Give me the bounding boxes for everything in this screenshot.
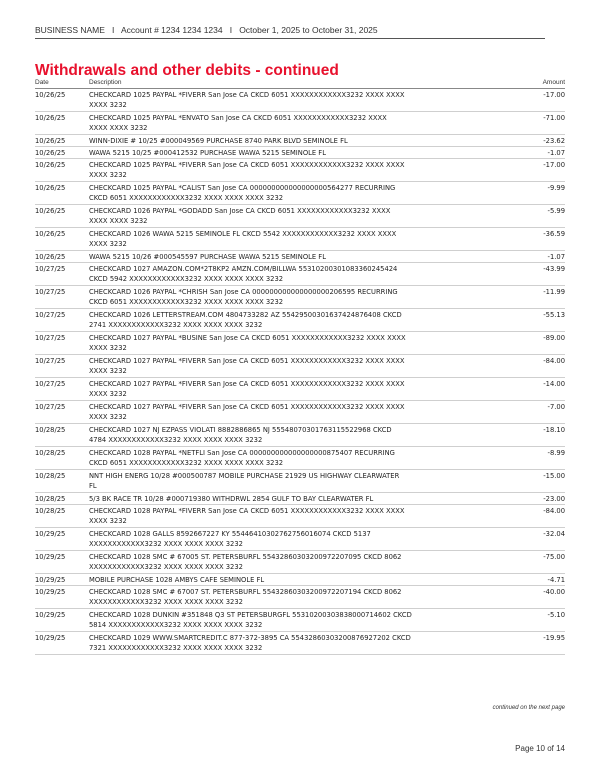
- transaction-amount: -1.07: [547, 253, 565, 261]
- transaction-date: 10/27/25: [35, 334, 66, 342]
- description-line: XXXX 3232: [89, 101, 127, 109]
- transaction-description: [89, 135, 485, 146]
- description-line: 2741 XXXXXXXXXXXX3232 XXXX XXXX XXXX 3232: [89, 321, 263, 329]
- account-number: Account # 1234 1234 1234: [121, 25, 223, 35]
- description-line: WAWA 5215 10/25 #000412532 PURCHASE WAWA 5215 SEMINOLE FL: [89, 149, 326, 157]
- transactions-table: [35, 88, 565, 655]
- transaction-amount: -55.13: [543, 311, 565, 319]
- transaction-description: [89, 493, 485, 504]
- table-row: [35, 205, 565, 228]
- table-row: [35, 551, 565, 574]
- transaction-amount: -40.00: [543, 588, 565, 596]
- transaction-date: 10/26/25: [35, 114, 66, 122]
- transaction-description: [89, 378, 485, 400]
- description-line: FL: [89, 482, 97, 490]
- table-row: [35, 355, 565, 378]
- transaction-amount: -23.62: [543, 137, 565, 145]
- description-line: XXXX 3232: [89, 413, 127, 421]
- transaction-description: [89, 228, 485, 250]
- business-name: BUSINESS NAME: [35, 25, 105, 35]
- transaction-date: 10/27/25: [35, 311, 66, 319]
- table-row: [35, 424, 565, 447]
- table-row: [35, 89, 565, 112]
- transaction-description: [89, 89, 485, 111]
- transaction-amount: -84.00: [543, 357, 565, 365]
- header-divider: [35, 38, 545, 39]
- table-row: [35, 505, 565, 528]
- table-row: [35, 251, 565, 263]
- transaction-amount: -17.00: [543, 161, 565, 169]
- description-line: XXXXXXXXXXXX3232 XXXX XXXX XXXX 3232: [89, 598, 243, 606]
- description-line: CHECKCARD 1026 LETTERSTREAM.COM 4804733282 AZ 55429500301637424876408 CKCD: [89, 311, 402, 319]
- transaction-description: [89, 205, 485, 227]
- description-line: CHECKCARD 1028 SMC # 67007 ST. PETERSBURFL 55432860303200972207194 CKCD 8062: [89, 588, 402, 596]
- table-row: [35, 159, 565, 182]
- transaction-description: [89, 401, 485, 423]
- description-line: XXXXXXXXXXXX3232 XXXX XXXX XXXX 3232: [89, 563, 243, 571]
- description-line: CHECKCARD 1028 SMC # 67005 ST. PETERSBURFL 55432860303200972207095 CKCD 8062: [89, 553, 402, 561]
- description-line: 5/3 BK RACE TR 10/28 #000719380 WITHDRWL 2854 GULF TO BAY CLEARWATER FL: [89, 495, 374, 503]
- transaction-description: [89, 632, 485, 654]
- column-header-amount: Amount: [542, 79, 565, 86]
- transaction-description: [89, 574, 485, 585]
- transaction-date: 10/26/25: [35, 137, 66, 145]
- transaction-amount: -43.99: [543, 265, 565, 273]
- section-title: Withdrawals and other debits - continued: [35, 62, 339, 79]
- transaction-amount: -8.99: [547, 449, 565, 457]
- transaction-date: 10/28/25: [35, 507, 66, 515]
- description-line: MOBILE PURCHASE 1028 AMBYS CAFE SEMINOLE FL: [89, 576, 265, 584]
- description-line: XXXX 3232: [89, 171, 127, 179]
- description-line: WINN-DIXIE # 10/25 #000049569 PURCHASE 8740 PARK BLVD SEMINOLE FL: [89, 137, 348, 145]
- transaction-description: [89, 182, 485, 204]
- transaction-amount: -5.10: [547, 611, 565, 619]
- table-row: [35, 309, 565, 332]
- transaction-description: [89, 586, 485, 608]
- page-number: Page 10 of 14: [515, 744, 565, 753]
- description-line: CHECKCARD 1027 NJ EZPASS VIOLATI 8882886865 NJ 55548070301763115522968 CKCD: [89, 426, 392, 434]
- description-line: CHECKCARD 1028 GALLS 8592667227 KY 55446410302762756016074 CKCD 5137: [89, 530, 371, 538]
- description-line: NNT HIGH ENERG 10/28 #000500787 MOBILE PURCHASE 21929 US HIGHWAY CLEARWATER: [89, 472, 400, 480]
- header-separator: I: [229, 25, 233, 35]
- transaction-date: 10/28/25: [35, 426, 66, 434]
- table-row: [35, 263, 565, 286]
- description-line: CHECKCARD 1028 PAYPAL *FIVERR San Jose CA CKCD 6051 XXXXXXXXXXXX3232 XXXX XXXX: [89, 507, 405, 515]
- description-line: CKCD 5942 XXXXXXXXXXXX3232 XXXX XXXX XXXX 3232: [89, 275, 284, 283]
- transaction-description: [89, 286, 485, 308]
- description-line: 4784 XXXXXXXXXXXX3232 XXXX XXXX XXXX 3232: [89, 436, 263, 444]
- transaction-date: 10/26/25: [35, 161, 66, 169]
- table-row: [35, 470, 565, 493]
- transaction-amount: -5.99: [547, 207, 565, 215]
- transaction-date: 10/26/25: [35, 207, 66, 215]
- description-line: CKCD 6051 XXXXXXXXXXXX3232 XXXX XXXX XXXX 3232: [89, 194, 284, 202]
- transaction-description: [89, 424, 485, 446]
- description-line: XXXX 3232: [89, 517, 127, 525]
- transaction-date: 10/26/25: [35, 149, 66, 157]
- statement-header: [35, 25, 545, 39]
- transaction-amount: -75.00: [543, 553, 565, 561]
- statement-period: October 1, 2025 to October 31, 2025: [239, 25, 378, 35]
- description-line: WAWA 5215 10/26 #000545597 PURCHASE WAWA 5215 SEMINOLE FL: [89, 253, 326, 261]
- transaction-description: [89, 332, 485, 354]
- transaction-date: 10/26/25: [35, 91, 66, 99]
- description-line: XXXXXXXXXXXX3232 XXXX XXXX XXXX 3232: [89, 540, 243, 548]
- transaction-description: [89, 447, 485, 469]
- description-line: CHECKCARD 1025 PAYPAL *FIVERR San Jose CA CKCD 6051 XXXXXXXXXXXX3232 XXXX XXXX: [89, 91, 405, 99]
- transaction-date: 10/27/25: [35, 380, 66, 388]
- description-line: CHECKCARD 1029 WWW.SMARTCREDIT.C 877-372-3895 CA 55432860303200876927202 CKCD: [89, 634, 411, 642]
- transaction-date: 10/27/25: [35, 403, 66, 411]
- transaction-description: [89, 528, 485, 550]
- description-line: 5814 XXXXXXXXXXXX3232 XXXX XXXX XXXX 3232: [89, 621, 263, 629]
- transaction-amount: -36.59: [543, 230, 565, 238]
- transaction-description: [89, 470, 485, 492]
- description-line: XXXX 3232: [89, 367, 127, 375]
- transaction-date: 10/28/25: [35, 495, 66, 503]
- description-line: CHECKCARD 1027 PAYPAL *FIVERR San Jose CA CKCD 6051 XXXXXXXXXXXX3232 XXXX XXXX: [89, 403, 405, 411]
- transaction-date: 10/29/25: [35, 634, 66, 642]
- transaction-description: [89, 147, 485, 158]
- table-row: [35, 401, 565, 424]
- table-row: [35, 135, 565, 147]
- table-row: [35, 528, 565, 551]
- table-row: [35, 228, 565, 251]
- transaction-amount: -14.00: [543, 380, 565, 388]
- transaction-description: [89, 309, 485, 331]
- transaction-amount: -4.71: [547, 576, 565, 584]
- table-row: [35, 112, 565, 135]
- description-line: CHECKCARD 1025 PAYPAL *FIVERR San Jose CA CKCD 6051 XXXXXXXXXXXX3232 XXXX XXXX: [89, 161, 405, 169]
- header-separator: I: [112, 25, 115, 35]
- transaction-amount: -1.07: [547, 149, 565, 157]
- transaction-description: [89, 505, 485, 527]
- transaction-amount: -23.00: [543, 495, 565, 503]
- transaction-date: 10/27/25: [35, 265, 66, 273]
- transaction-amount: -84.00: [543, 507, 565, 515]
- transaction-date: 10/28/25: [35, 472, 66, 480]
- table-row: [35, 182, 565, 205]
- transaction-description: [89, 609, 485, 631]
- transaction-description: [89, 263, 485, 285]
- transaction-description: [89, 551, 485, 573]
- transaction-description: [89, 251, 485, 262]
- table-row: [35, 574, 565, 586]
- transaction-amount: -17.00: [543, 91, 565, 99]
- table-row: [35, 378, 565, 401]
- table-row: [35, 147, 565, 159]
- description-line: CKCD 6051 XXXXXXXXXXXX3232 XXXX XXXX XXXX 3232: [89, 298, 284, 306]
- description-line: XXXX XXXX 3232: [89, 124, 148, 132]
- transaction-date: 10/26/25: [35, 253, 66, 261]
- transaction-amount: -9.99: [547, 184, 565, 192]
- description-line: XXXX 3232: [89, 344, 127, 352]
- column-header-description: Description: [89, 79, 122, 86]
- transaction-amount: -71.00: [543, 114, 565, 122]
- table-row: [35, 586, 565, 609]
- description-line: CHECKCARD 1027 PAYPAL *FIVERR San Jose CA CKCD 6051 XXXXXXXXXXXX3232 XXXX XXXX: [89, 357, 405, 365]
- table-row: [35, 332, 565, 355]
- transaction-date: 10/29/25: [35, 611, 66, 619]
- description-line: CHECKCARD 1028 DUNKIN #351848 Q3 ST PETERSBURGFL 55310200303838000714602 CKCD: [89, 611, 412, 619]
- description-line: CHECKCARD 1025 PAYPAL *CALIST San Jose CA 000000000000000000564277 RECURRING: [89, 184, 396, 192]
- transaction-amount: -89.00: [543, 334, 565, 342]
- transaction-date: 10/29/25: [35, 530, 66, 538]
- description-line: CHECKCARD 1026 PAYPAL *GODADD San Jose CA CKCD 6051 XXXXXXXXXXXX3232 XXXX: [89, 207, 391, 215]
- transaction-date: 10/29/25: [35, 576, 66, 584]
- table-row: [35, 632, 565, 655]
- transaction-date: 10/27/25: [35, 288, 66, 296]
- transaction-amount: -32.04: [543, 530, 565, 538]
- transaction-date: 10/29/25: [35, 588, 66, 596]
- continued-note: continued on the next page: [492, 705, 565, 711]
- transaction-amount: -19.95: [543, 634, 565, 642]
- description-line: 7321 XXXXXXXXXXXX3232 XXXX XXXX XXXX 3232: [89, 644, 263, 652]
- transaction-description: [89, 355, 485, 377]
- description-line: XXXX 3232: [89, 240, 127, 248]
- transaction-description: [89, 112, 485, 134]
- transaction-amount: -11.99: [543, 288, 565, 296]
- description-line: XXXX 3232: [89, 390, 127, 398]
- description-line: CHECKCARD 1027 PAYPAL *FIVERR San Jose CA CKCD 6051 XXXXXXXXXXXX3232 XXXX XXXX: [89, 380, 405, 388]
- transaction-date: 10/27/25: [35, 357, 66, 365]
- table-row: [35, 447, 565, 470]
- description-line: CKCD 6051 XXXXXXXXXXXX3232 XXXX XXXX XXXX 3232: [89, 459, 284, 467]
- table-row: [35, 609, 565, 632]
- description-line: CHECKCARD 1026 WAWA 5215 SEMINOLE FL CKCD 5542 XXXXXXXXXXXX3232 XXXX XXXX: [89, 230, 397, 238]
- transaction-date: 10/26/25: [35, 230, 66, 238]
- transaction-date: 10/28/25: [35, 449, 66, 457]
- column-header-date: Date: [35, 79, 49, 86]
- description-line: CHECKCARD 1025 PAYPAL *ENVATO San Jose CA CKCD 6051 XXXXXXXXXXXX3232 XXXX: [89, 114, 387, 122]
- table-row: [35, 493, 565, 505]
- transaction-date: 10/26/25: [35, 184, 66, 192]
- description-line: CHECKCARD 1028 PAYPAL *NETFLI San Jose CA 000000000000000000875407 RECURRING: [89, 449, 395, 457]
- transaction-amount: -18.10: [543, 426, 565, 434]
- description-line: CHECKCARD 1027 PAYPAL *BUSINE San Jose CA CKCD 6051 XXXXXXXXXXXX3232 XXXX XXXX: [89, 334, 406, 342]
- description-line: CHECKCARD 1026 PAYPAL *CHRISH San Jose CA 000000000000000000206595 RECURRING: [89, 288, 398, 296]
- transaction-amount: -15.00: [543, 472, 565, 480]
- description-line: CHECKCARD 1027 AMAZON.COM*2T8KP2 AMZN.COM/BILLWA 55310200301083360245424: [89, 265, 398, 273]
- transaction-amount: -7.00: [547, 403, 565, 411]
- table-row: [35, 286, 565, 309]
- transaction-date: 10/29/25: [35, 553, 66, 561]
- description-line: XXXX XXXX 3232: [89, 217, 148, 225]
- transaction-description: [89, 159, 485, 181]
